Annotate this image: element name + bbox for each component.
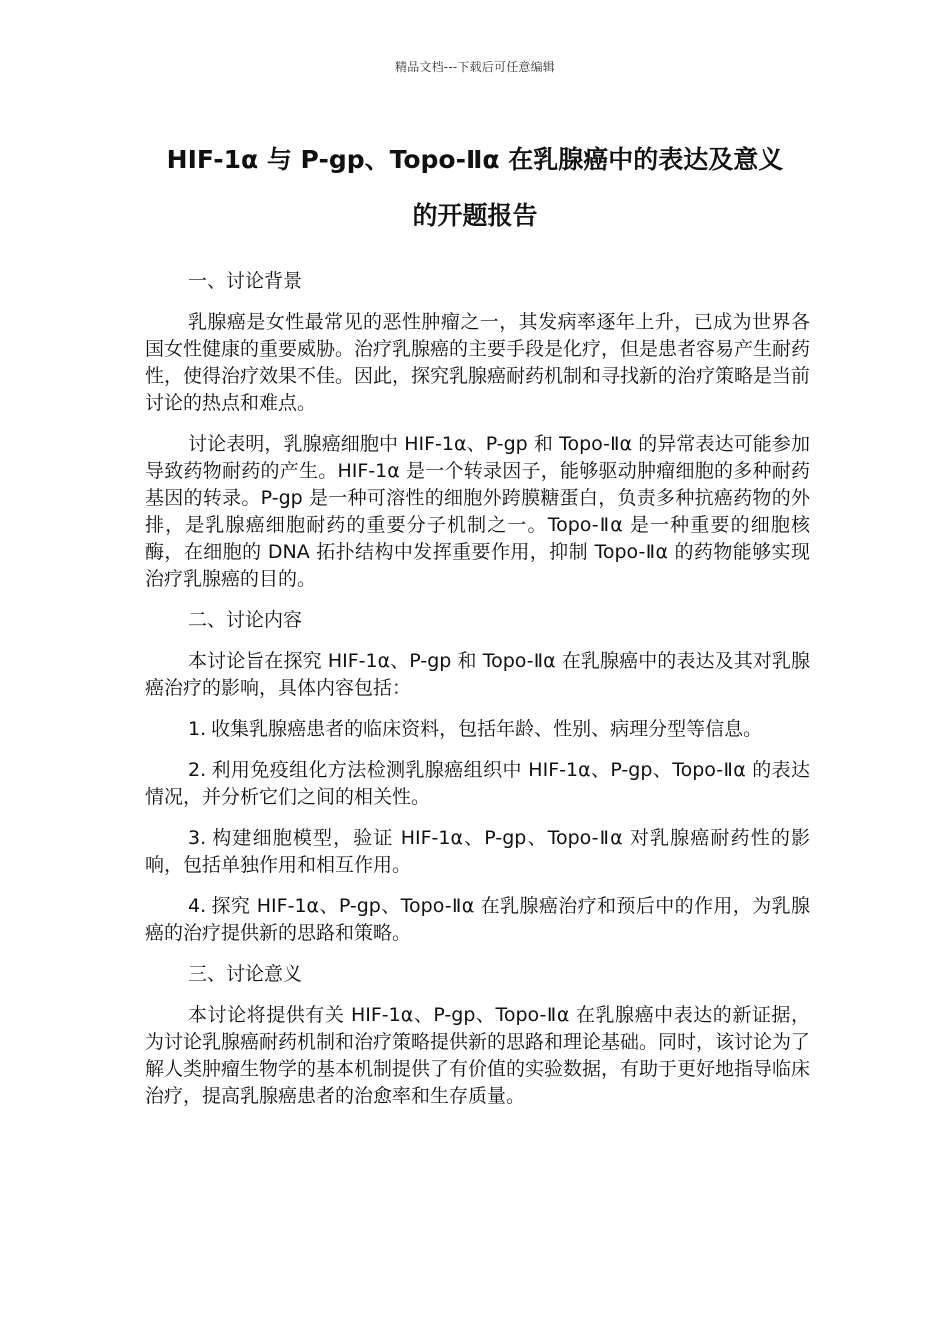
document-body (145, 268, 810, 1124)
content-intro-paragraph: 本讨论旨在探究 HIF-1α、P-gp 和 Topo-Ⅱα 在乳腺癌中的表达及其对乳腺癌治疗的影响，具体内容包括： (145, 650, 810, 699)
header-note: 精品文档---下载后可任意编辑 (395, 60, 555, 74)
list-item-text: 构建细胞模型，验证 HIF-1α、P-gp、Topo-Ⅱα 对乳腺癌耐药性的影响，包括单独作用和相互作用。 (145, 827, 810, 876)
list-item-number: 2. (188, 759, 207, 781)
section-heading-content: 二、讨论内容 (188, 609, 303, 631)
list-item (145, 825, 810, 879)
list-item (145, 893, 810, 947)
background-paragraph-1: 乳腺癌是女性最常见的恶性肿瘤之一，其发病率逐年上升，已成为世界各国女性健康的重要威胁。治疗乳腺癌的主要手段是化疗，但是患者容易产生耐药性，使得治疗效果不佳。因此，探究乳腺癌耐药机制和寻找新的治疗策略是当前讨论的热点和难点。 (145, 311, 811, 414)
background-paragraph-2: 讨论表明，乳腺癌细胞中 HIF-1α、P-gp 和 Topo-Ⅱα 的异常表达可能参加导致药物耐药的产生。HIF-1α 是一个转录因子，能够驱动肿瘤细胞的多种耐药基因的转录。P-gp 是一种可溶性的细胞外跨膜糖蛋白，负责多种抗癌药物的外排，是乳腺癌细胞耐药的重要分子机制之一。Topo-Ⅱα 是一种重要的细胞核酶，在细胞的 DNA 拓扑结构中发挥重要作用，抑制 Topo-Ⅱα 的药物能够实现治疗乳腺癌的目的。 (145, 433, 810, 590)
list-item-number: 1. (188, 718, 207, 740)
list-item-text: 利用免疫组化方法检测乳腺癌组织中 HIF-1α、P-gp、Topo-Ⅱα 的表达情况，并分析它们之间的相关性。 (145, 759, 810, 808)
title-line-2: 的开题报告 (412, 201, 538, 230)
list-item (145, 757, 810, 811)
section-heading-background: 一、讨论背景 (188, 270, 303, 292)
list-item-text: 收集乳腺癌患者的临床资料，包括年龄、性别、病理分型等信息。 (211, 718, 763, 740)
list-item-number: 3. (188, 827, 207, 849)
significance-paragraph-1: 本讨论将提供有关 HIF-1α、P-gp、Topo-Ⅱα 在乳腺癌中表达的新证据，为讨论乳腺癌耐药机制和治疗策略提供新的思路和理论基础。同时，该讨论为了解人类肿瘤生物学的基本机制提供了有价值的实验数据，有助于更好地指导临床治疗，提高乳腺癌患者的治愈率和生存质量。 (145, 1004, 811, 1107)
section-heading-significance: 三、讨论意义 (188, 963, 303, 985)
list-item (145, 716, 810, 743)
list-item-number: 4. (188, 895, 207, 917)
list-item-text: 探究 HIF-1α、P-gp、Topo-Ⅱα 在乳腺癌治疗和预后中的作用，为乳腺癌的治疗提供新的思路和策略。 (145, 895, 810, 944)
document-title (120, 132, 830, 244)
title-line-1: HIF-1α 与 P-gp、Topo-Ⅱα 在乳腺癌中的表达及意义 (166, 145, 784, 174)
